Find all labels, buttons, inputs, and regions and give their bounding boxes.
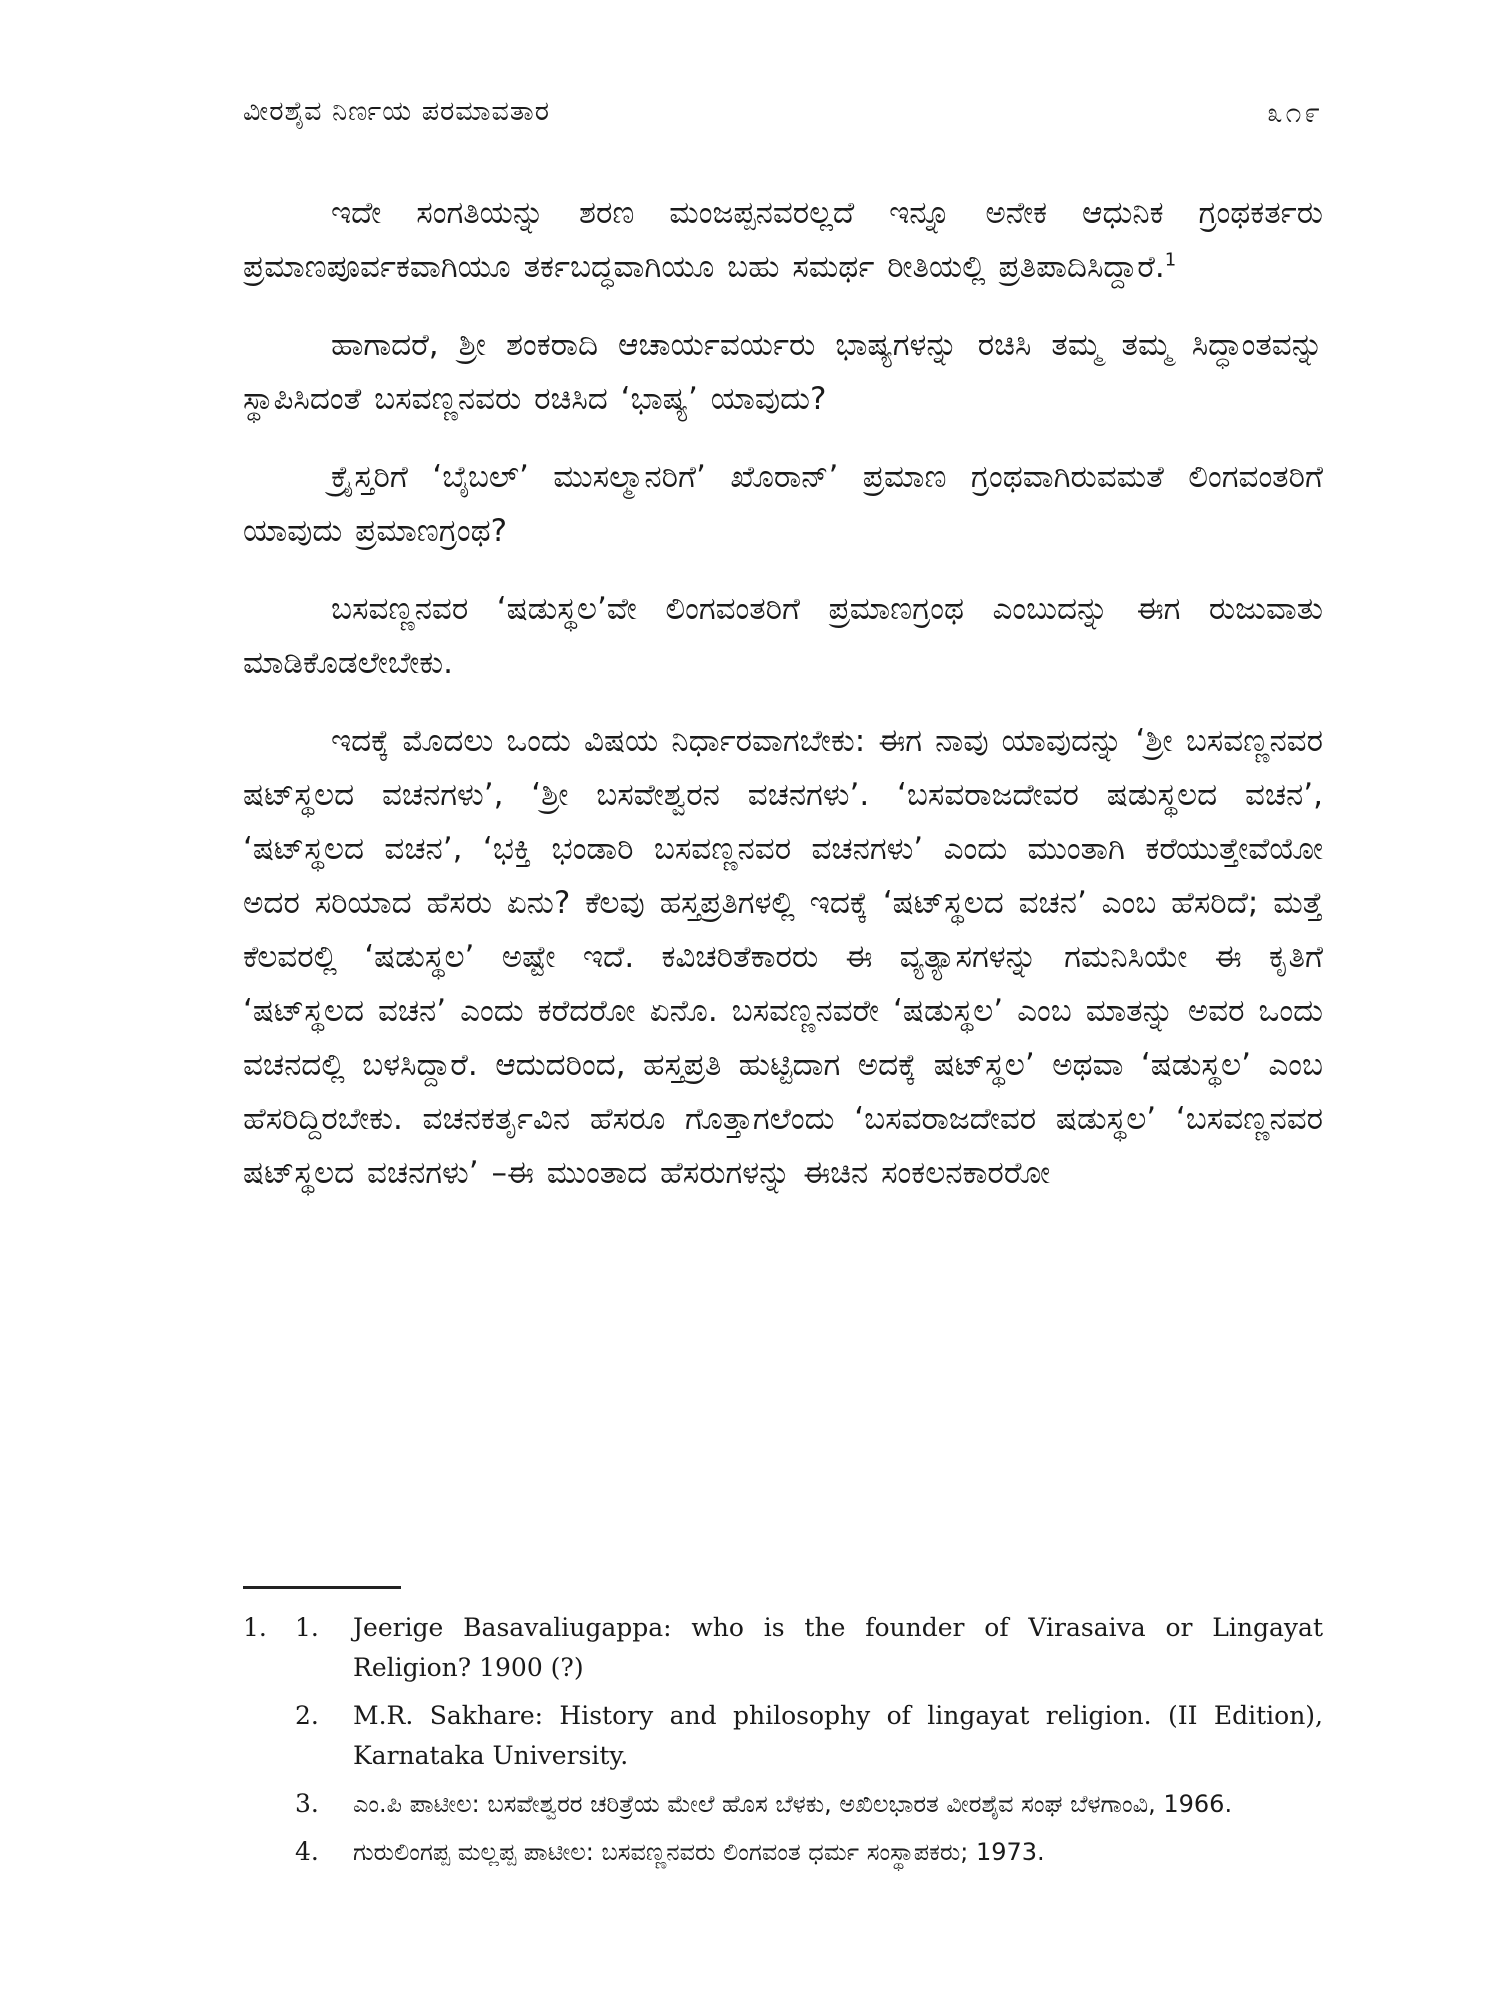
footnote-marker: 1.: [243, 1613, 267, 1642]
footnote-divider: [243, 1586, 401, 1589]
paragraph: ಹಾಗಾದರೆ, ಶ್ರೀ ಶಂಕರಾದಿ ಆಚಾರ್ಯವರ್ಯರು ಭಾಷ್ಯಗಳನ್ನು ರಚಿಸಿ ತಮ್ಮ ತಮ್ಮ ಸಿದ್ಧಾಂತವನ್ನು ಸ್ಥಾಪಿಸಿದಂತೆ ಬಸವಣ್ಣನವರು ರಚಿಸಿದ ‘ಭಾಷ್ಯ’ ಯಾವುದು?: [243, 327, 1323, 417]
footnote-number: 3.: [295, 1789, 319, 1818]
footnote-item: [243, 1696, 1323, 1776]
paragraph-text: ಇದೇ ಸಂಗತಿಯನ್ನು ಶರಣ ಮಂಜಪ್ಪನವರಲ್ಲದೆ ಇನ್ನೂ ಅನೇಕ ಆಧುನಿಕ ಗ್ರಂಥಕರ್ತರು ಪ್ರಮಾಣಪೂರ್ವಕವಾಗಿಯೂ ತರ್ಕಬದ್ಧವಾಗಿಯೂ ಬಹು ಸಮರ್ಥ ರೀತಿಯಲ್ಲಿ ಪ್ರತಿಪಾದಿಸಿದ್ದಾರೆ.: [243, 195, 1323, 285]
footnote-item: [243, 1784, 1323, 1824]
footnote-item: [243, 1608, 1323, 1688]
footnote-number: 4.: [295, 1837, 319, 1866]
footnote-number: 1.: [295, 1613, 319, 1642]
footnote-item: [243, 1832, 1323, 1872]
footnote-reference: 1: [1164, 249, 1177, 271]
footnote-number: 2.: [295, 1701, 319, 1730]
paragraph: ಬಸವಣ್ಣನವರ ‘ಷಡುಸ್ಥಲ’ವೇ ಲಿಂಗವಂತರಿಗೆ ಪ್ರಮಾಣಗ್ರಂಥ ಎಂಬುದನ್ನು ಈಗ ರುಜುವಾತು ಮಾಡಿಕೊಡಲೇಬೇಕು.: [243, 591, 1323, 681]
running-title: ವೀರಶೈವ ನಿರ್ಣಯ ಪರಮಾವತಾರ: [243, 96, 550, 127]
footnote-text: ಎಂ.ಪಿ ಪಾಟೀಲ: ಬಸವೇಶ್ವರರ ಚರಿತ್ರೆಯ ಮೇಲೆ ಹೊಸ ಬೆಳಕು, ಅಖಿಲಭಾರತ ವೀರಶೈವ ಸಂಘ ಬೆಳಗಾಂವಿ, 1966.: [353, 1790, 1233, 1818]
paragraph: [243, 186, 1323, 294]
footnote-text: M.R. Sakhare: History and philosophy of lingayat religion. (II Edition), Karnataka University.: [353, 1701, 1323, 1770]
footnote-text: ಗುರುಲಿಂಗಪ್ಪ ಮಲ್ಲಪ್ಪ ಪಾಟೀಲ: ಬಸವಣ್ಣನವರು ಲಿಂಗವಂತ ಧರ್ಮ ಸಂಸ್ಥಾಪಕರು; 1973.: [353, 1838, 1045, 1866]
footnote-text: Jeerige Basavaliugappa: who is the founder of Virasaiva or Lingayat Religion? 1900 (?): [353, 1613, 1323, 1682]
paragraph: ಇದಕ್ಕೆ ಮೊದಲು ಒಂದು ವಿಷಯ ನಿರ್ಧಾರವಾಗಬೇಕು: ಈಗ ನಾವು ಯಾವುದನ್ನು ‘ಶ್ರೀ ಬಸವಣ್ಣನವರ ಷಟ್‌ಸ್ಥಲದ ವಚನಗಳು’, ‘ಶ್ರೀ ಬಸವೇಶ್ವರನ ವಚನಗಳು’. ‘ಬಸವರಾಜದೇವರ ಷಡುಸ್ಥಲದ ವಚನ’, ‘ಷಟ್‌ಸ್ಥಲದ ವಚನ’, ‘ಭಕ್ತಿ ಭಂಡಾರಿ ಬಸವಣ್ಣನವರ ವಚನಗಳು’ ಎಂದು ಮುಂತಾಗಿ ಕರೆಯುತ್ತೇವೆಯೋ ಅದರ ಸರಿಯಾದ ಹೆಸರು ಏನು? ಕೆಲವು ಹಸ್ತಪ್ರತಿಗಳಲ್ಲಿ ಇದಕ್ಕೆ ‘ಷಟ್‌ಸ್ಥಲದ ವಚನ’ ಎಂಬ ಹೆಸರಿದೆ; ಮತ್ತೆ ಕೆಲವರಲ್ಲಿ ‘ಷಡುಸ್ಥಲ’ ಅಷ್ಟೇ ಇದೆ. ಕವಿಚರಿತೆಕಾರರು ಈ ವ್ಯತ್ಯಾಸಗಳನ್ನು ಗಮನಿಸಿಯೇ ಈ ಕೃತಿಗೆ ‘ಷಟ್‌ಸ್ಥಲದ ವಚನ’ ಎಂದು ಕರೆದರೋ ಏನೊ. ಬಸವಣ್ಣನವರೇ ‘ಷಡುಸ್ಥಲ’ ಎಂಬ ಮಾತನ್ನು ಅವರ ಒಂದು ವಚನದಲ್ಲಿ ಬಳಸಿದ್ದಾರೆ. ಆದುದರಿಂದ, ಹಸ್ತಪ್ರತಿ ಹುಟ್ಟಿದಾಗ ಅದಕ್ಕೆ ಷಟ್‌ಸ್ಥಲ’ ಅಥವಾ ‘ಷಡುಸ್ಥಲ’ ಎಂಬ ಹೆಸರಿದ್ದಿರಬೇಕು. ವಚನಕರ್ತೃವಿನ ಹೆಸರೂ ಗೊತ್ತಾಗಲೆಂದು ‘ಬಸವರಾಜದೇವರ ಷಡುಸ್ಥಲ’ ‘ಬಸವಣ್ಣನವರ ಷಟ್‌ಸ್ಥಲದ ವಚನಗಳು’ –ಈ ಮುಂತಾದ ಹೆಸರುಗಳನ್ನು ಈಚಿನ ಸಂಕಲನಕಾರರೋ: [243, 723, 1323, 1191]
running-header: [243, 96, 1323, 140]
body-text: [243, 186, 1323, 1224]
paragraph: ಕ್ರೈಸ್ತರಿಗೆ ‘ಬೈಬಲ್’ ಮುಸಲ್ಮಾನರಿಗೆ’ ಖೊರಾನ್’ ಪ್ರಮಾಣ ಗ್ರಂಥವಾಗಿರುವಮತೆ ಲಿಂಗವಂತರಿಗೆ ಯಾವುದು ಪ್ರಮಾಣಗ್ರಂಥ?: [243, 459, 1323, 549]
page-number: ೩೧೯: [1266, 96, 1323, 129]
footnotes: [243, 1608, 1323, 1880]
